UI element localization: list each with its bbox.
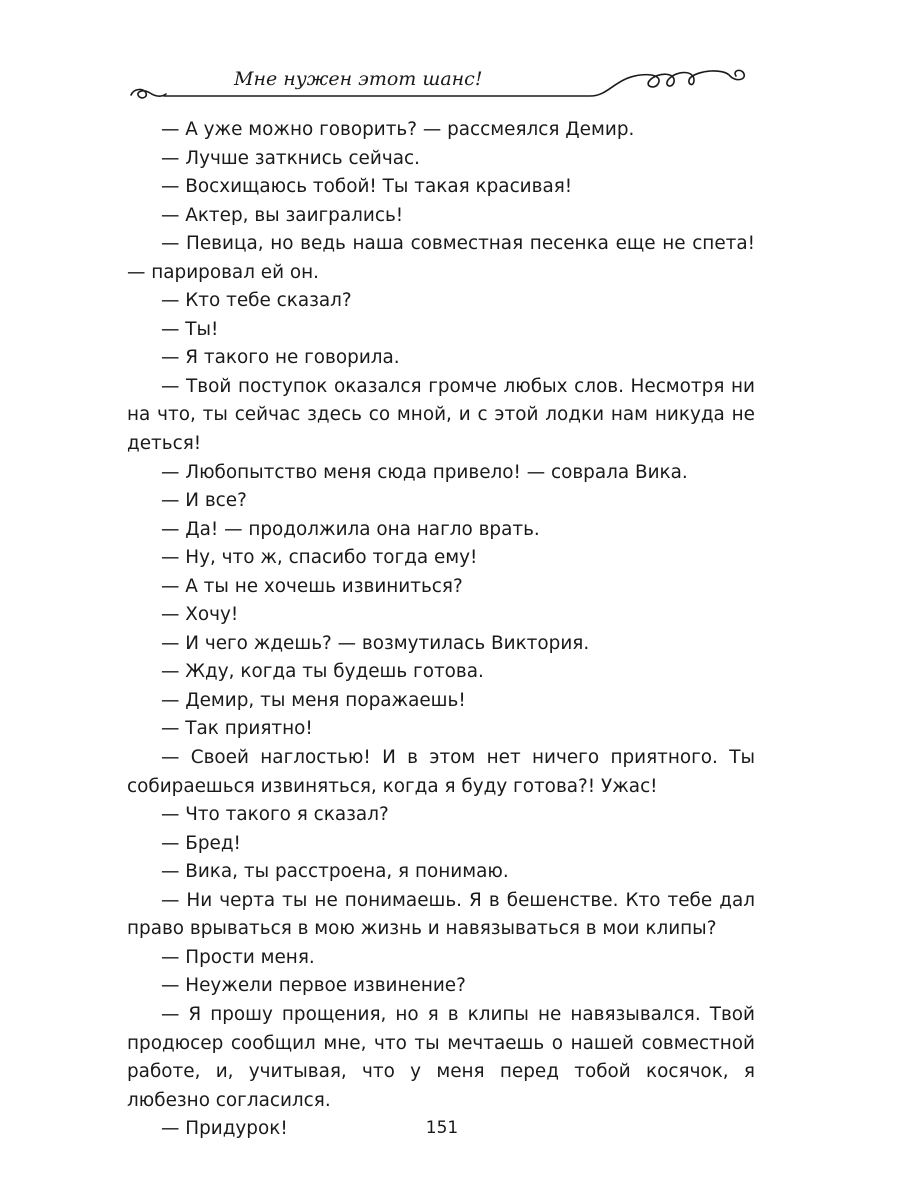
paragraph: — Хочу! bbox=[161, 604, 239, 626]
paragraph: — Неужели первое извинение? bbox=[161, 975, 466, 997]
running-head bbox=[128, 62, 758, 112]
paragraph: — Восхищаюсь тобой! Ты такая красивая! bbox=[161, 176, 573, 198]
paragraph: — Прости меня. bbox=[161, 946, 315, 968]
paragraph: — Твой поступок оказался громче любых слов. Несмотря ни на что, ты сейчас здесь со мной, и с этой лодки нам никуда не деться! bbox=[127, 375, 755, 455]
paragraph: — А уже можно говорить? — рассмеялся Демир. bbox=[161, 119, 635, 140]
paragraph: — Так приятно! bbox=[161, 718, 313, 740]
paragraph: — Вика, ты расстроена, я понимаю. bbox=[161, 861, 509, 883]
running-title: Мне нужен этот шанс! bbox=[234, 68, 483, 90]
page-number: 151 bbox=[425, 1118, 459, 1138]
body-text bbox=[127, 116, 755, 1144]
paragraph: — Да! — продолжила она нагло врать. bbox=[161, 518, 540, 540]
paragraph: — Своей наглостью! И в этом нет ничего приятного. Ты собираешься извиняться, когда я буду готова?! Ужас! bbox=[127, 747, 755, 797]
paragraph: — Ни черта ты не понимаешь. Я в бешенстве. Кто тебе дал право врываться в мою жизнь и навязываться в мои клипы? bbox=[127, 889, 755, 940]
paragraph: — Актер, вы заигрались! bbox=[161, 204, 404, 226]
right-flourish bbox=[628, 70, 744, 87]
paragraph: — Придурок! bbox=[161, 1118, 288, 1140]
paragraph: — И чего ждешь? — возмутилась Виктория. bbox=[161, 632, 590, 654]
paragraph: — Ну, что ж, спасибо тогда ему! bbox=[161, 547, 478, 569]
paragraph: — Лучше заткнись сейчас. bbox=[161, 147, 420, 169]
paragraph: — Жду, когда ты будешь готова. bbox=[161, 661, 484, 683]
paragraph: — Я прошу прощения, но я в клипы не навязывался. Твой продюсер сообщил мне, что ты мечтаешь о нашей совместной работе, и, учитывая, что у меня перед тобой косячок, я любезно согласился. bbox=[127, 1003, 755, 1111]
paragraph: — Любопытство меня сюда привело! — соврала Вика. bbox=[161, 461, 688, 483]
paragraph: — Кто тебе сказал? bbox=[161, 290, 352, 312]
left-flourish bbox=[131, 89, 166, 97]
paragraph: — Бред! bbox=[161, 832, 241, 854]
paragraph: — А ты не хочешь извиниться? bbox=[161, 575, 463, 597]
paragraph: — Что такого я сказал? bbox=[161, 804, 389, 826]
paragraph: — Я такого не говорила. bbox=[161, 347, 400, 369]
paragraph: — Демир, ты меня поражаешь! bbox=[161, 689, 466, 711]
paragraph: — Певица, но ведь наша совместная песенка еще не спета! — парировал ей он. bbox=[127, 233, 755, 283]
paragraph: — И все? bbox=[161, 490, 247, 512]
paragraph: — Ты! bbox=[161, 318, 219, 340]
